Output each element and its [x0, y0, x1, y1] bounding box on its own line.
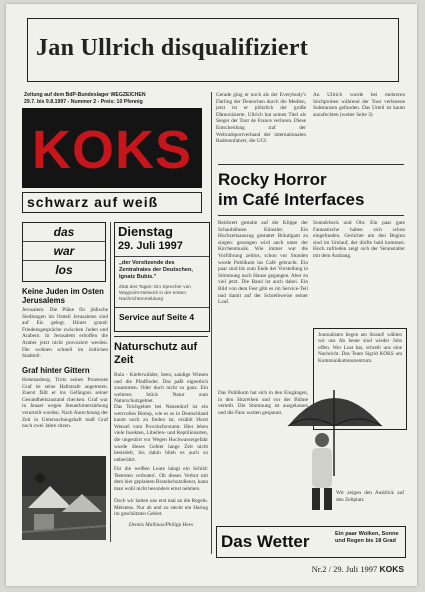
- das-war-los-rule1: [23, 241, 105, 242]
- photo-caption: Wir zeigen den Ausblick auf den Zeltplatz: [336, 490, 404, 503]
- rocky-col2: Soundcheck und Ohr. Ein paar gute Fantastische haben sich schon eingefunden. Gerüchte um den Beginn sind im Umlauf, der dürfte bald kommen. Hoch zufrieden zeigt sich der Veranstalter mit dem Andrang.: [313, 220, 405, 259]
- rocky-title: [218, 170, 404, 210]
- dienstag-rule2: [115, 307, 209, 308]
- gitter-title: Graf hinter Gittern: [22, 366, 90, 375]
- juden-text: Jerusalem. Die Pläne für jüdische Siedlungen im Ostteil Jerusalems sind auf Eis gelegt. Hinter grund: Friedensgespräche zwischen Juden und Arabern. In Jerusalem erhoffen die Araber jetzt nicht provoziert werden. Die wohnen schnell im östlichen Stadtteil.: [22, 307, 108, 360]
- dienstag-service[interactable]: Service auf Seite 4: [119, 312, 195, 322]
- reader-box-text: Journalisten liegen am Strand! wählen wir uns Ab heute sind wieder Jobs offen. Wer Lust hat, schreib uns eine Nachricht. Das Team Sigrid KOKS am Kommunikationszentrum.: [318, 332, 402, 364]
- juden-title: Keine Juden im Osten Jerusalems: [22, 287, 104, 305]
- dienstag-day: Dienstag: [118, 224, 173, 239]
- das-war-los-rule2: [23, 260, 105, 261]
- das-war-los-box: [22, 222, 106, 282]
- rule-rocky-bottom: [218, 215, 404, 216]
- intro-col1: Gerade ging er noch als der Everybody's Darling der Deutschen durch die Medien, jetzt ist er plötzlich der große Dämonisierte. Ullrich hat seinen Titel als Sieger der Tour de France verloren. Diese Entscheidung traf der Weltradsportverband der internationalen Radrennfahrer, die UCI.: [216, 92, 306, 145]
- dienstag-note: Zitat des Tages: Ein Sprecher von Waypoint-Network in der ersten Nachrichtenmeldung: [119, 285, 191, 302]
- dienstag-quote: „der Vorsitzende des Zentralrates der Deutschen, Ignatz Bubis.": [119, 260, 193, 280]
- das-war-los-line1: das: [53, 225, 75, 239]
- newspaper-page: [6, 4, 417, 586]
- wetter-title: Das Wetter: [221, 532, 310, 551]
- main-headline: Jan Ullrich disqualifiziert: [36, 35, 309, 61]
- rocky-title-line1: Rocky Horror: [218, 170, 327, 189]
- photo-tents: [22, 456, 106, 540]
- rocky-col1: Reisbrett gestalte auf der Klippe der Schaubühnen Künstler. Ein Hochzeitsauszug gestattet Bräutigam zu singen: gesungen wird auch unter der Kirchenmusik. Wie immer war die Vorführung zeitlos, schon vor Stunden wurde Publikum ins Café gebracht. Ein paar sind bis zum Ende der Vorstellung in Stimmung nach Hause gegangen. Aber zu viel jetzt. Die Band ist auch dabei. Ein Bild von dem Fest gibt es im Service-Teil und damit auf der Schreibweise seiner Lauf.: [218, 220, 308, 306]
- masthead-logo: KOKS: [32, 120, 193, 180]
- das-war-los-line3: los: [55, 263, 73, 277]
- dienstag-box: [114, 222, 210, 332]
- footer-logo: KOKS: [379, 564, 404, 574]
- rocky-col3: Das Publikum hat sich in den Eingängen, in den Sitzreihen und vor der Bühne verteilt. Die Stimmung ist ausgelassen und die Fans warten gespannt.: [218, 390, 308, 416]
- footer: [280, 564, 404, 574]
- wetter-text: Ein paar Wolken, Sonne und Regen bis 18 Grad: [335, 531, 399, 544]
- masthead-logo-bg: [22, 108, 202, 188]
- masthead-slogan: schwarz auf weiß: [27, 194, 159, 210]
- footer-issue: Nr.2 / 29. Juli 1997: [311, 564, 378, 574]
- natur-byline: Dennis Mallinas/Philipp Hees: [128, 522, 194, 528]
- natur-text1: Bula - Kieferwälder, Seen, sandige Wiesen und die Pfadfinder. Das paßt eigentlich zusammen. Oder doch nicht so ganz. Ein weiteres Stück Natur zum Naturschutzgebiet.: [114, 372, 208, 405]
- photo-tents-image: [22, 456, 106, 540]
- natur-text3: Für die weißen Leute hängt ein Schild: 'Betreten verboten'. Ob dieses Verbot mit dem hier geplanten Brandschutzdienst, kann man wohl nicht besonders ernst nehmen.: [114, 466, 208, 492]
- column-divider-main: [211, 92, 212, 554]
- gitter-text: Hohenasberg. Trotz seines Prozesses Graf ist seine Haftstrafe angetreten. Zuerst fällt er ins Gefängnis seiner Gesundheitszustand checken. Graf war in Jenaer wegen Steuerhinterziehung verurteilt worden. Nach Anrechnung der Zeit in Untersuchungshaft muß Graf noch zwei Jahre sitzen.: [22, 377, 108, 430]
- headline-box: [27, 18, 399, 82]
- das-war-los-line2: war: [53, 244, 75, 258]
- wetter-box: [216, 526, 406, 558]
- masthead-info-line1: Zeitung auf dem BdP-Bundeslager WEGZEICHEN: [24, 92, 146, 98]
- natur-title: Naturschutz auf Zeit: [114, 341, 198, 366]
- masthead-info-line2: 29.7. bis 9.8.1997 - Nummer 2 - Preis: 10 Pfennig: [24, 99, 143, 105]
- dienstag-rule1: [115, 256, 209, 257]
- rocky-title-line2: im Café Interfaces: [218, 190, 365, 209]
- dienstag-date: 29. Juli 1997: [118, 240, 183, 252]
- intro-col2: An Ullrich wurde bei mehreren Stichproben während der Tour verbotene Substanzen gefunden. Das Urteil ist kaum anzufechten (weiter Seite 3): [313, 92, 405, 118]
- column-divider-left: [110, 222, 111, 542]
- masthead-slogan-box: [22, 192, 202, 213]
- natur-text2: Das Teichgebiet bei Neuendorf ist ein wertvolles Biotop, wie es so in Deutschland kaum noch zu finden ist, erzählt Horst Wenzel vom Provinzforstamt. Hier leben viele Insekten, Libellen- und Reptilienarten, die ungestört vor Wegen Hochwassergefahr wurde dieses Gebiet lange Zeit nicht besiedelt, bis dahin blieb es auch so unberührt.: [114, 404, 208, 463]
- natur-text4: Doch wir hatten uns erst mal an die Regeln. Meistens. Nur ab und zu steckt ein Haring im geschützten Gebiet.: [114, 498, 208, 518]
- masthead: [22, 92, 202, 216]
- rule-natur-top: [114, 336, 208, 337]
- rule-rocky-top: [218, 164, 404, 165]
